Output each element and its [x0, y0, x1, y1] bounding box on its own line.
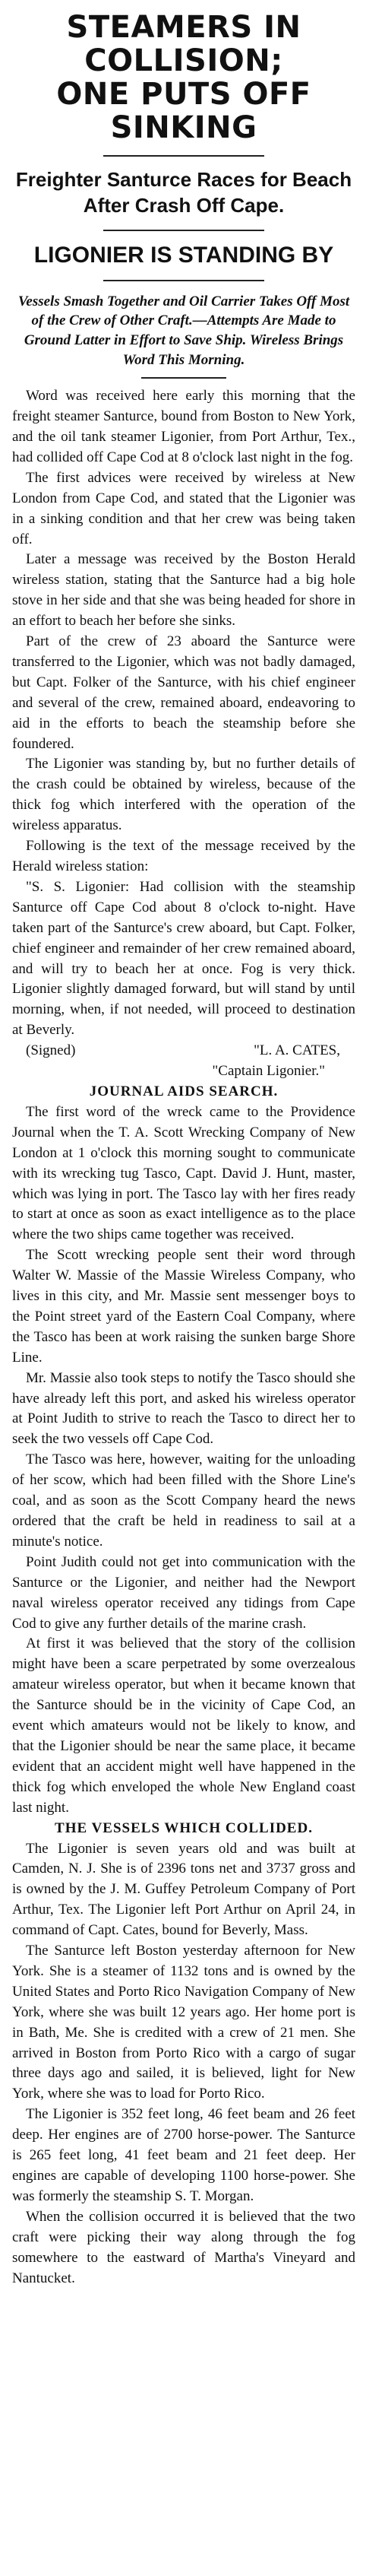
signature-block	[12, 1041, 355, 1061]
section-heading-vessels: THE VESSELS WHICH COLLIDED.	[55, 1819, 313, 1836]
headline-divider	[103, 155, 264, 157]
paragraph: Part of the crew of 23 aboard the Santurce were transferred to the Ligonier, which was not badly damaged, but Capt. Folker of the Santurce, with his chief engineer and several of the crew, remained aboard, endeavoring to aid in the efforts to beach the steamship before she foundered.	[12, 633, 355, 752]
headline	[12, 11, 355, 144]
wireless-message-quote: "S. S. Ligonier: Had collision with the steamship Santurce off Cape Cod about 8 o'clock to-night. Have taken part of the Santurce's crew aboard, but Capt. Folker, chief engineer and remainder of her crew remained aboard, and will try to beach her at once. Fog is very thick. Ligonier slightly damaged forward, but will stand by until morning, when, if not needed, will proceed to destination at Beverly.	[12, 878, 355, 1039]
paragraph: The Ligonier was standing by, but no further details of the crash could be obtained by wireless, because of the thick fog which interfered with the operation of the wireless apparatus.	[12, 756, 355, 834]
paragraph: The Scott wrecking people sent their word through Walter W. Massie of the Massie Wireless Company, who lives in this city, and Mr. Massie sent messenger boys to the Point street yard of the Eastern Coal Company, where the Tasco has been at work raising the sunken barge Shore Line.	[12, 1247, 355, 1366]
bank-divider	[103, 280, 264, 281]
deck-summary: Vessels Smash Together and Oil Carrier Takes Off Most of the Crew of Other Craft.—Attempts Are Made to Ground Latter in Effort to Save Ship. Wireless Brings Word This Morning.	[17, 293, 350, 368]
bank-headline: LIGONIER IS STANDING BY	[33, 242, 334, 268]
headline-line-2: ONE PUTS OFF SINKING	[56, 77, 311, 145]
paragraph: The first word of the wreck came to the Providence Journal when the T. A. Scott Wrecking Company of New London at 1 o'clock this morning sought to communicate with its wrecking tug Tasco, Capt. David J. Hunt, master, which was lying in port. The Tasco lay with her fires ready to start at once as soon as exact intelligence as to the place where the two ships came together was received.	[12, 1103, 355, 1243]
paragraph: Later a message was received by the Boston Herald wireless station, stating that the Santurce had a big hole stove in her side and that she was being headed for shore in an effort to beach her before she sinks.	[12, 551, 355, 630]
paragraph: Mr. Massie also took steps to notify the Tasco should she have already left this port, and asked his wireless operator at Point Judith to strive to reach the Tasco to direct her to seek the two vessels off Cape Cod.	[12, 1369, 355, 1448]
signature-name: "L. A. CATES,	[254, 1042, 340, 1059]
signature-title: "Captain Ligonier."	[212, 1063, 325, 1080]
paragraph: The Ligonier is 352 feet long, 46 feet beam and 26 feet deep. Her engines are of 2700 horse-power. The Santurce is 265 feet long, 41 feet beam and 21 feet deep. Her engines are capable of developing 1100 horse-power. She was formerly the steamship S. T. Morgan.	[12, 2106, 355, 2204]
section-heading-journal: JOURNAL AIDS SEARCH.	[89, 1083, 279, 1099]
paragraph: Point Judith could not get into communication with the Santurce or the Ligonier, and neither had the Newport naval wireless operator received any tidings from Cape Cod to give any further details of the marine crash.	[12, 1553, 355, 1632]
subhead-divider	[103, 230, 264, 231]
signature-label: (Signed)	[26, 1042, 76, 1059]
paragraph: Word was received here early this morning that the freight steamer Santurce, bound from Boston to New York, and the oil tank steamer Ligonier, from Port Arthur, Tex., had collided off Cape Cod at 8 o'clock last night in the fog.	[12, 388, 355, 465]
paragraph: The Tasco was here, however, waiting for the unloading of her scow, which had been filled with the Shore Line's coal, and as soon as the Scott Company heard the news ordered that the craft be held in readiness to sail at a minute's notice.	[12, 1451, 355, 1550]
paragraph: The Ligonier is seven years old and was built at Camden, N. J. She is of 2396 tons net and 3737 gross and is owned by the J. M. Guffey Petroleum Company of Port Arthur, Tex. The Ligonier left Port Arthur on April 24, in command of Capt. Cates, bound for Beverly, Mass.	[12, 1840, 355, 1939]
paragraph: The first advices were received by wireless at New London from Cape Cod, and stated that the Ligonier was in a sinking condition and that her crew was being taken off.	[12, 469, 355, 547]
article-body	[12, 386, 355, 2289]
headline-line-1: STEAMERS IN COLLISION;	[66, 10, 301, 78]
deck-divider	[141, 377, 226, 379]
paragraph: At first it was believed that the story of the collision might have been a scare perpetrated by some overzealous amateur wireless operator, but when it became known that the Santurce should be in the vicinity of Cape Cod, an event which amateurs would not be likely to know, and that the Ligonier should be near the same place, it became evident that an accident might well have happened in the thick fog which enveloped the whole New England coast last night.	[12, 1635, 355, 1816]
paragraph: Following is the text of the message received by the Herald wireless station:	[12, 838, 355, 874]
paragraph: The Santurce left Boston yesterday afternoon for New York. She is a steamer of 1132 tons and is owned by the United States and Porto Rico Navigation Company of New York, where she was built 12 years ago. Her home port is in Bath, Me. She is credited with a crew of 21 men. She arrived in Boston from Porto Rico with a cargo of sugar three days ago and sailed, it is believed, light for New York, where she was to load for Porto Rico.	[12, 1943, 355, 2102]
paragraph: When the collision occurred it is believed that the two craft were picking their way along through the fog somewhere to the eastward of Martha's Vineyard and Nantucket.	[12, 2208, 355, 2286]
subheadline: Freighter Santurce Races for Beach After Crash Off Cape.	[15, 168, 352, 217]
